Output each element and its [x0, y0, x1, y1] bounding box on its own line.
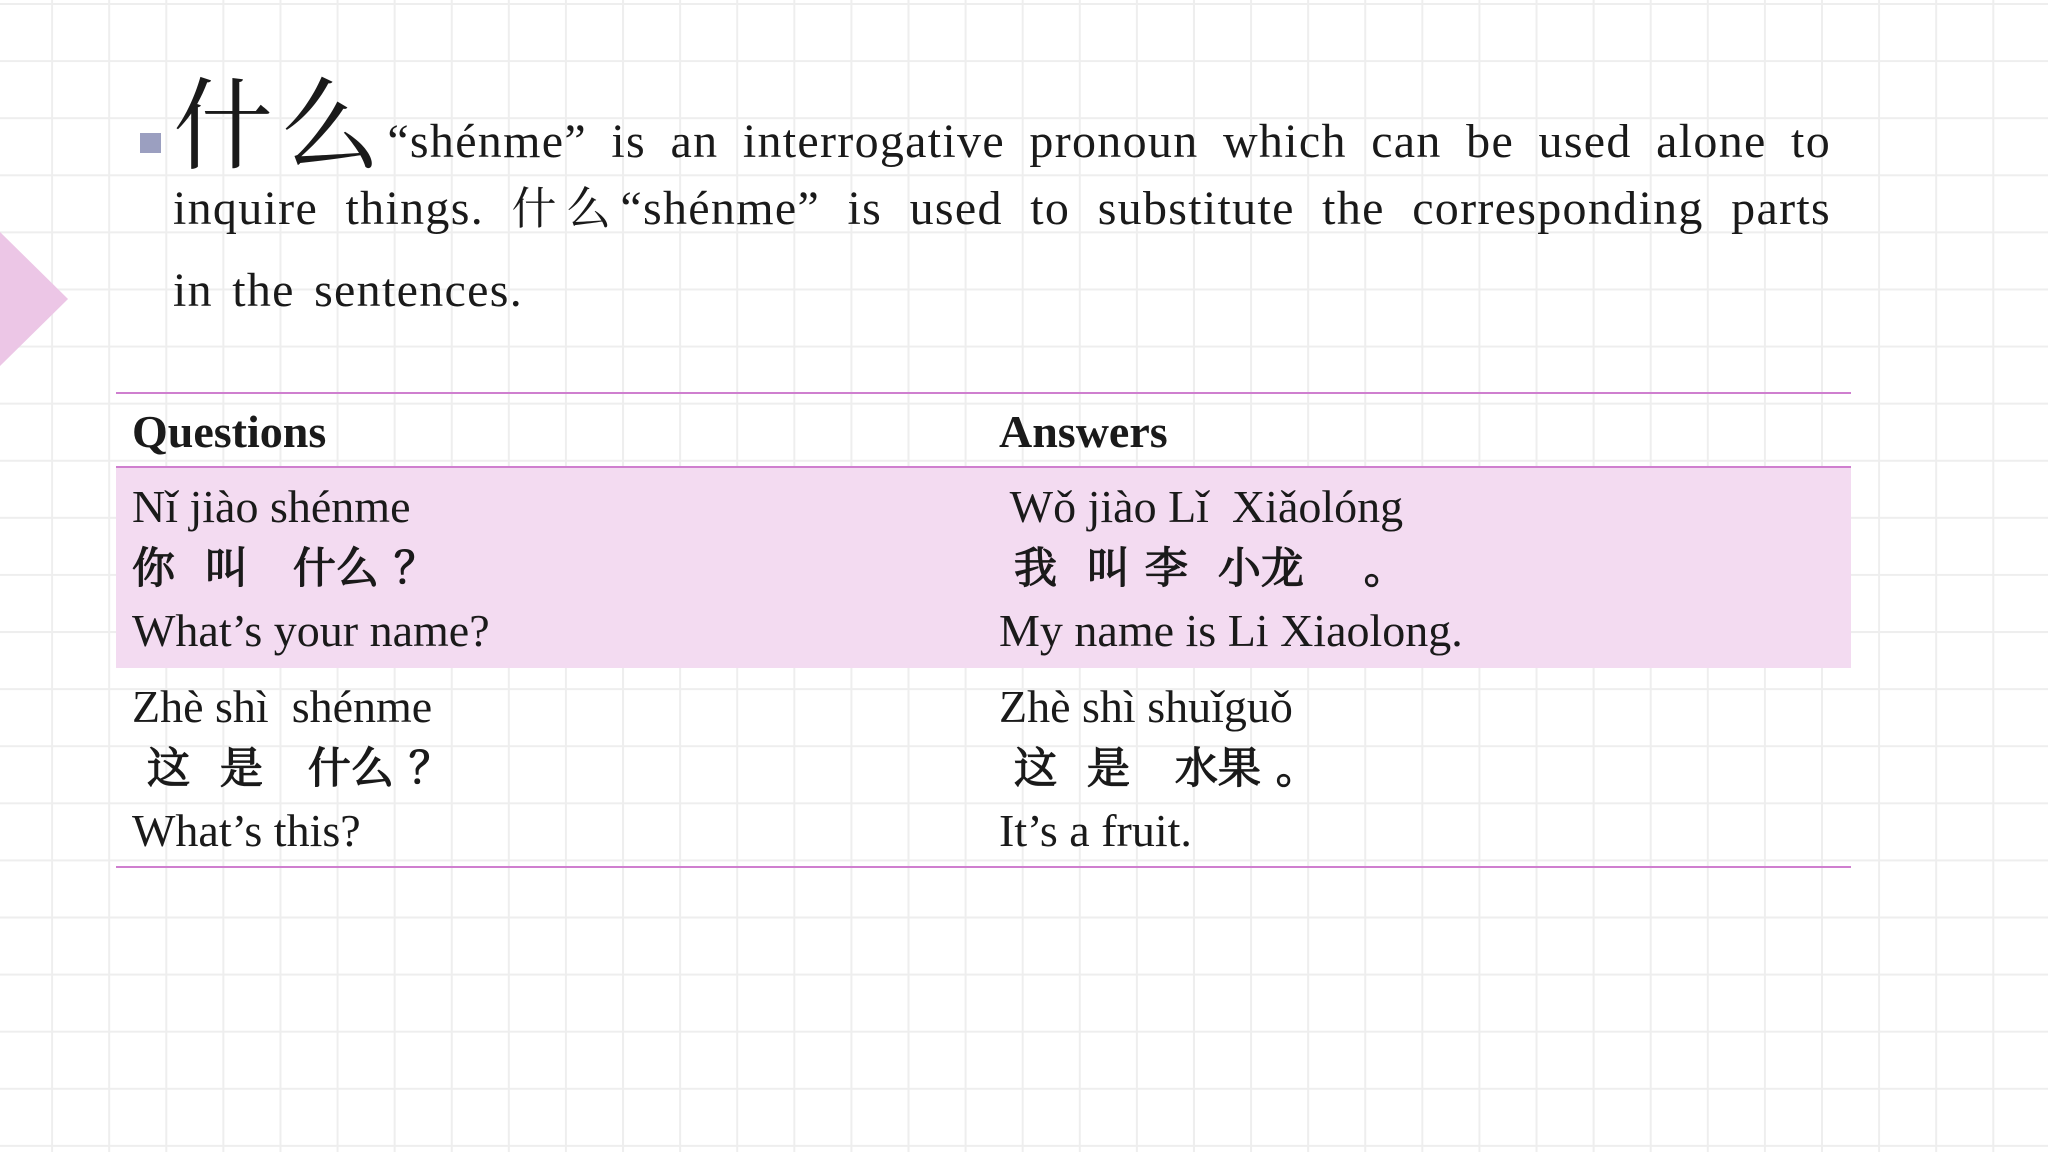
intro-line-3: in the sentences. — [173, 264, 523, 317]
table-row — [116, 468, 1851, 668]
question-pinyin: Zhè shì shénme — [132, 681, 433, 732]
answer-cell — [999, 468, 1839, 668]
answer-hanzi: 这 是 水果 。 — [999, 744, 1319, 794]
question-pinyin: Nǐ jiào shénme — [132, 481, 411, 532]
answer-cell — [999, 668, 1839, 866]
intro-paragraph — [173, 68, 1831, 332]
intro-line-2 — [173, 168, 1831, 250]
intro-line-2-text-a: inquire things. — [173, 182, 512, 235]
question-english: What’s this? — [132, 805, 361, 856]
table-row — [116, 668, 1851, 868]
intro-line-1-text: “shénme” is an interrogative pronoun which can be used alone to — [387, 115, 1831, 168]
question-cell — [132, 668, 972, 866]
examples-table — [116, 392, 1851, 868]
header-questions: Questions — [132, 406, 327, 457]
intro-line-1 — [173, 68, 1831, 185]
term-shenme-inline: 什么 — [511, 182, 621, 235]
answer-english: My name is Li Xiaolong. — [999, 605, 1463, 656]
bullet-square-icon — [140, 133, 161, 153]
slide-arrow-decoration — [0, 232, 68, 366]
question-cell — [132, 468, 972, 668]
header-answers: Answers — [999, 406, 1168, 457]
question-hanzi: 你 叫 什么 ？ — [132, 544, 437, 594]
question-english: What’s your name? — [132, 605, 490, 656]
table-header-row — [116, 392, 1851, 468]
answer-hanzi: 我 叫 李 小龙 。 — [999, 544, 1407, 594]
term-shenme-large: 什么 — [173, 68, 388, 185]
intro-line-2-text-b: “shénme” is used to substitute the corresponding parts — [620, 182, 1831, 235]
answer-pinyin: Wǒ jiào Lǐ Xiǎolóng — [999, 481, 1404, 532]
answer-english: It’s a fruit. — [999, 805, 1192, 856]
answer-pinyin: Zhè shì shuǐguǒ — [999, 681, 1293, 732]
question-hanzi: 这 是 什么 ？ — [132, 744, 452, 794]
